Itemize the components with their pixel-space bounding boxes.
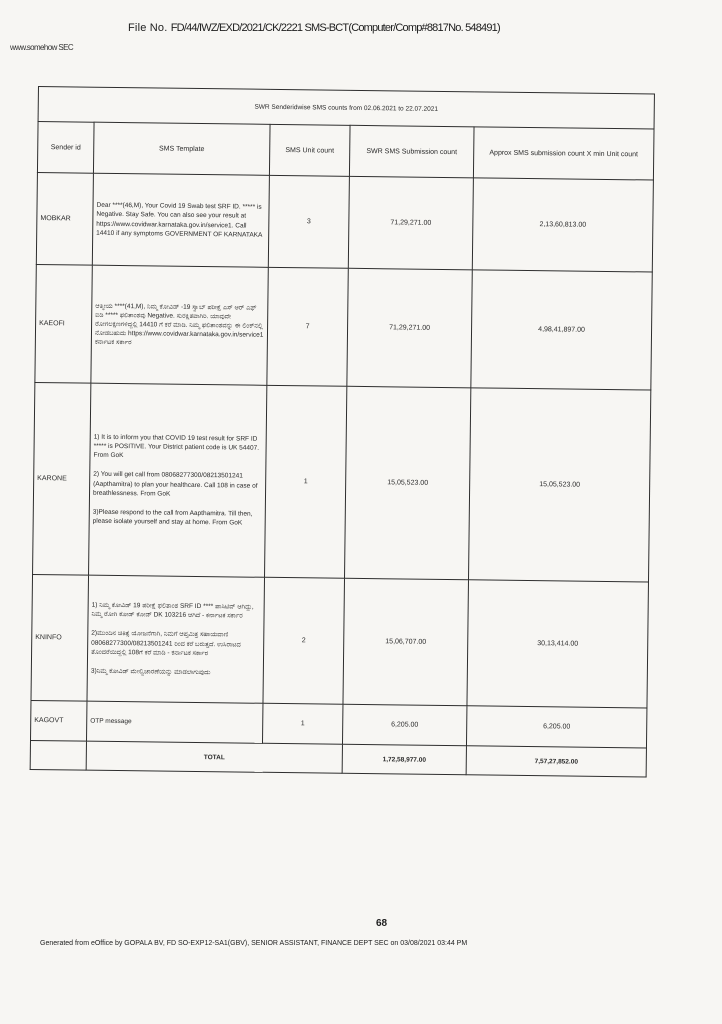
total-submission-count: 1,72,58,977.00: [342, 744, 466, 775]
sms-template: [92, 173, 269, 267]
sender-id: KNINFO: [31, 574, 89, 701]
approx-count: 30,13,414.00: [467, 580, 649, 708]
total-label: TOTAL: [86, 741, 342, 773]
template-paragraph: Dear ****(46,M), Your Covid 19 Swab test SRF ID. ***** is Negative. Stay Safe. You can also see your result at https://www.covidwar.karnataka.gov.in/service1. Call 14410 if any symptoms GOVERNMENT OF KARNATAKA: [96, 202, 263, 239]
unit-count: 3: [268, 175, 349, 268]
sms-template: [87, 575, 265, 703]
unit-count: 1: [262, 703, 342, 744]
approx-count: 15,05,523.00: [468, 388, 650, 582]
sender-id: KARONE: [33, 382, 91, 575]
submission-count: 15,05,523.00: [345, 386, 471, 580]
stamp-text: www.somehow SEC: [10, 43, 74, 52]
table-row: [31, 574, 649, 708]
template-paragraph: 3)Please respond to the call from Aapthamitra. Till then, please isolate yourself and stay at home. From GoK: [92, 508, 253, 527]
sms-template: [89, 383, 267, 577]
page-number: 68: [376, 918, 388, 929]
table-row: [35, 264, 652, 390]
footer-text: Generated from eOffice by GOPALA BV, FD SO-EXP12-SA1(GBV), SENIOR ASSISTANT, FINANCE DEPT SEC on 03/08/2021 03:44 PM: [40, 940, 468, 947]
template-paragraph: 1) ನಿಮ್ಮ ಕೋವಿಡ್ 19 ಪರೀಕ್ಷೆ ಫಲಿತಾಂಶ SRF ID **** ಪಾಸಿಟಿವ್ ಆಗಿದ್ದು, ನಿಮ್ಮ ರೋಗಿ ಕೋಡ್ ಕೋಡ್ DK 103216 ಆಗಿದೆ - ಕರ್ನಾಟಕ ಸರ್ಕಾರ: [91, 601, 254, 620]
submission-count: 71,29,271.00: [348, 176, 473, 270]
approx-count: 6,205.00: [466, 706, 646, 748]
template-paragraph: 3)ನಿಮ್ಮ ಕೋವಿಡ್ ಮೇಲ್ವಿಚಾರಣೆಯನ್ನು ಮಾಡಲಾಗುವುದು: [90, 667, 211, 676]
template-paragraph: OTP message: [90, 717, 132, 726]
file-no-label: File No.: [128, 22, 168, 34]
unit-count: 2: [263, 577, 345, 704]
template-paragraph: 2)ಮುಂದಿನ ಚಿಕಿತ್ಸೆ ಯೋಜನೆಗಾಗಿ, ನಿಮಗೆ ಆಪ್ತಮಿತ್ರ ಸಹಾಯವಾಣಿ 08068277300/08213501241 ರಿಂದ ಕರೆ ಬರುತ್ತದೆ. ಉಸಿರಾಟದ ತೊಂದರೆಯಿದ್ದಲ್ಲಿ 108ಗೆ ಕರೆ ಮಾಡಿ - ಕರ್ನಾಟಕ ಸರ್ಕಾರ: [91, 630, 241, 657]
column-header: Sender id: [37, 122, 94, 174]
submission-count: 71,29,271.00: [347, 268, 472, 388]
submission-count: 6,205.00: [342, 704, 466, 746]
table-row: [33, 382, 651, 582]
approx-count: 2,13,60,813.00: [472, 178, 653, 272]
column-header: SWR SMS Submission count: [349, 125, 474, 178]
total-blank-cell: [30, 740, 86, 770]
submission-count: 15,06,707.00: [343, 578, 469, 706]
sms-template: [91, 265, 268, 385]
sender-id: KAEOFI: [35, 264, 92, 383]
file-number: [128, 22, 500, 34]
total-row: [30, 740, 646, 777]
unit-count: 1: [265, 385, 347, 578]
table-title: SWR Senderidwise SMS counts from 02.06.2021 to 22.07.2021: [38, 87, 654, 130]
sender-id: MOBKAR: [36, 172, 93, 265]
sms-template: [86, 701, 262, 743]
approx-count: 4,98,41,897.00: [471, 270, 652, 390]
sender-id: KAGOVT: [31, 700, 87, 741]
total-approx-count: 7,57,27,852.00: [466, 746, 646, 777]
file-no-value: FD/44/IWZ/EXD/2021/CK/2221 SMS-BCT(Computer/Comp#8817No. 548491): [170, 22, 500, 34]
column-header: SMS Template: [93, 122, 270, 175]
template-paragraph: ಆತ್ಮೀಯ ****(41,M), ನಿಮ್ಮ ಕೋವಿಡ್ -19 ಸ್ವಾಬ್ ಪರೀಕ್ಷೆ ಎಸ್ ಆರ್ ಎಫ್ ಐಡಿ ***** ಫಲಿತಾಂಶವು Negative. ಸುರಕ್ಷಿತವಾಗಿರಿ. ಯಾವುದೇ ರೋಗಲಕ್ಷಣಗಳಿದ್ದಲ್ಲಿ 14410 ಗೆ ಕರೆ ಮಾಡಿ. ನಿಮ್ಮ ಫಲಿತಾಂಶವನ್ನು ಈ ಲಿಂಕ್‌ನಲ್ಲಿ ನೋಡಬಹುದು https://www.covidwar.karnataka.gov.in/service1 ಕರ್ನಾಟಕ ಸರ್ಕಾರ: [94, 302, 264, 347]
column-header: SMS Unit count: [269, 124, 350, 176]
sms-count-table: [30, 86, 655, 777]
template-paragraph: 2) You will get call from 08068277300/08213501241 (Aapthamitra) to plan your healthcare. Call 108 in case of breathlessness. From GoK: [92, 471, 258, 498]
table-row: [36, 172, 653, 272]
template-paragraph: 1) It is to inform you that COVID 19 test result for SRF ID ***** is POSITIVE. Your District patient code is UK 54407. From GoK: [93, 433, 260, 460]
column-header: Approx SMS submission count X min Unit count: [473, 127, 654, 180]
unit-count: 7: [267, 267, 348, 386]
